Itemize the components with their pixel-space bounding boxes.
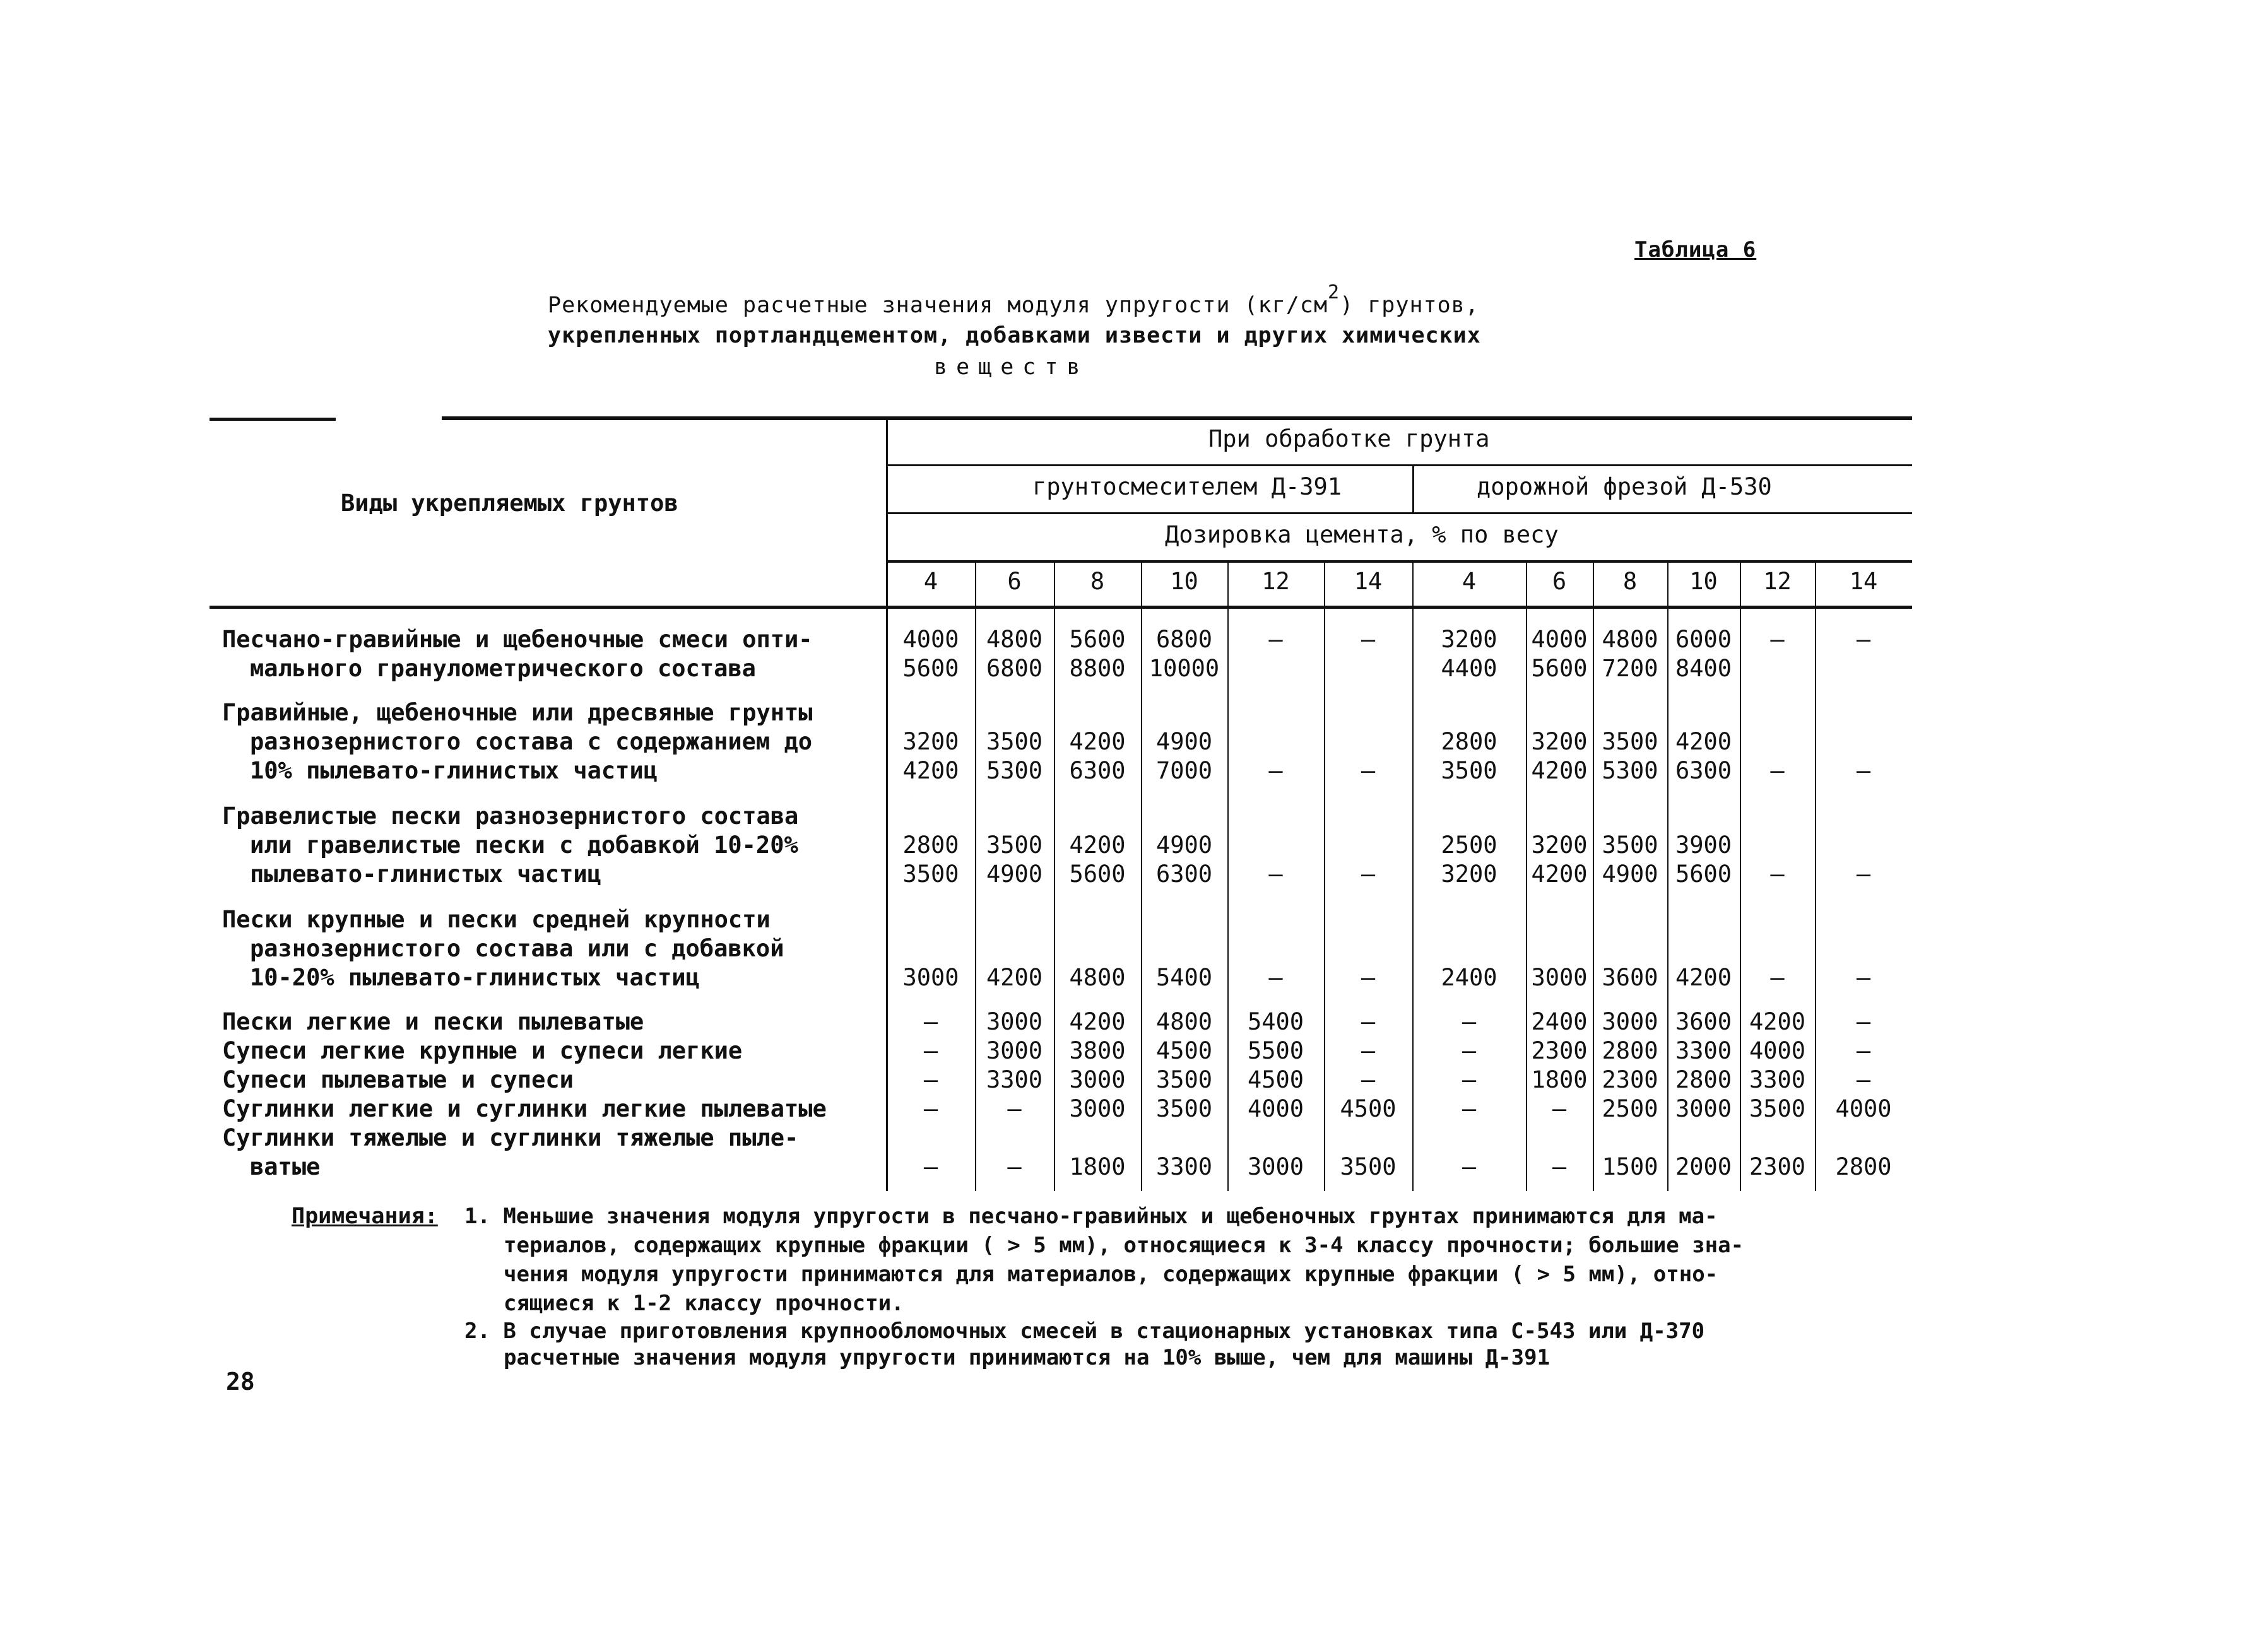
table-cell: 3300 (1675, 1037, 1732, 1064)
table-cell: – (1770, 626, 1785, 653)
table-cell: 2300 (1749, 1153, 1806, 1180)
table-cell: 3500 (986, 728, 1043, 755)
table-title-line-3: веществ (934, 355, 1089, 380)
table-cell: 5600 (1675, 861, 1732, 888)
dosage-cell: 6 (1007, 568, 1022, 595)
top-rule (442, 416, 1912, 420)
table-label: Таблица 6 (1634, 237, 1757, 262)
table-cell: – (1361, 757, 1376, 784)
table-cell: 2500 (1441, 831, 1497, 859)
row-label-line: Пески крупные и пески средней крупности (222, 906, 771, 933)
title-line-1-end: ) грунтов, (1340, 293, 1479, 318)
dosage-cell: 14 (1849, 568, 1878, 595)
table-cell: – (1361, 626, 1376, 653)
table-cell: 3500 (1602, 831, 1658, 859)
table-cell: 3500 (1155, 1066, 1213, 1093)
table-cell: 2300 (1602, 1066, 1658, 1093)
table-cell: – (1462, 1153, 1477, 1180)
table-cell: – (1856, 626, 1871, 653)
table-cell: 4200 (1675, 728, 1732, 755)
table-cell: 3500 (1602, 728, 1658, 755)
note-1-line-1: 1. Меньшие значения модуля упругости в песчано-гравийных и щебеночных грунтах принимаются для ма- (464, 1204, 1718, 1229)
table-cell: – (1268, 964, 1283, 991)
table-cell: 4000 (902, 626, 959, 653)
table-cell: 3200 (1441, 626, 1497, 653)
table-cell: 2800 (902, 831, 959, 859)
table-cell: – (1361, 964, 1376, 991)
table-cell: 5400 (1247, 1008, 1304, 1035)
table-title-line-1 (548, 281, 1479, 318)
table-cell: – (1856, 964, 1871, 991)
table-cell: 4200 (1531, 861, 1588, 888)
table-cell: – (1007, 1095, 1022, 1122)
table-cell: 4900 (1155, 728, 1213, 755)
table-cell: 3000 (902, 964, 959, 991)
row-label-line: пылевато-глинистых частиц (250, 861, 601, 888)
table-cell: 3300 (1155, 1153, 1213, 1180)
table-cell: – (1007, 1153, 1022, 1180)
table-cell: 7000 (1155, 757, 1213, 784)
table-cell: 3000 (1247, 1153, 1304, 1180)
table-cell: 3000 (986, 1008, 1043, 1035)
table-cell: 4900 (986, 861, 1043, 888)
table-cell: 3500 (902, 861, 959, 888)
table-cell: – (1462, 1095, 1477, 1122)
table-cell: 2300 (1531, 1037, 1588, 1064)
table-cell: 4500 (1340, 1095, 1397, 1122)
header-rule-dosage (887, 512, 1912, 514)
machine-divider (1412, 466, 1414, 514)
table-cell: – (1361, 1008, 1376, 1035)
table-cell: 3600 (1675, 1008, 1732, 1035)
table-cell: 5300 (1602, 757, 1658, 784)
table-cell: 4800 (1602, 626, 1658, 653)
row-label-line: Гравелистые пески разнозернистого состава (222, 802, 799, 830)
table-cell: 6000 (1675, 626, 1732, 653)
table-cell: 5600 (902, 655, 959, 682)
table-cell: 4000 (1531, 626, 1588, 653)
table-cell: 3500 (1155, 1095, 1213, 1122)
dosage-cell: 4 (1462, 568, 1477, 595)
table-cell: – (923, 1066, 938, 1093)
table-cell: 4200 (986, 964, 1043, 991)
table-cell: – (1361, 861, 1376, 888)
table-cell: 4200 (1531, 757, 1588, 784)
table-cell: 2400 (1531, 1008, 1588, 1035)
table-cell: 3000 (1069, 1066, 1126, 1093)
row-label-line: Супеси легкие крупные и супеси легкие (222, 1037, 743, 1064)
row-header: Виды укрепляемых грунтов (341, 490, 678, 517)
dosage-cell: 12 (1763, 568, 1792, 595)
table-cell: – (923, 1037, 938, 1064)
title-superscript: 2 (1328, 281, 1340, 303)
table-cell: 1800 (1069, 1153, 1126, 1180)
table-cell: 4400 (1441, 655, 1497, 682)
table-cell: 7200 (1602, 655, 1658, 682)
table-cell: 3200 (1531, 728, 1588, 755)
table-cell: 6300 (1675, 757, 1732, 784)
table-cell: 4000 (1835, 1095, 1892, 1122)
header-bottom-rule (210, 606, 1912, 609)
table-cell: 4200 (1069, 728, 1126, 755)
table-cell: 2500 (1602, 1095, 1658, 1122)
dosage-cell: 10 (1689, 568, 1718, 595)
table-cell: 3900 (1675, 831, 1732, 859)
table-cell: 3000 (986, 1037, 1043, 1064)
table-cell: 4200 (1069, 1008, 1126, 1035)
table-cell: – (1462, 1008, 1477, 1035)
table-cell: – (923, 1153, 938, 1180)
row-label-line: ватые (250, 1153, 321, 1180)
table-cell: 4900 (1602, 861, 1658, 888)
table-cell: 5600 (1069, 626, 1126, 653)
dosage-header: Дозировка цемента, % по весу (1165, 521, 1559, 548)
table-cell: 2800 (1835, 1153, 1892, 1180)
table-cell: 3000 (1675, 1095, 1732, 1122)
title-line-1-text: Рекомендуемые расчетные значения модуля упругости (кг/см (548, 293, 1328, 318)
note-2-line-1: 2. В случае приготовления крупнообломочных смесей в стационарных установках типа С-543 или Д-370 (464, 1319, 1705, 1344)
machine-2-header: дорожной фрезой Д-530 (1477, 473, 1772, 500)
row-label-line: мального гранулометрического состава (250, 655, 756, 682)
table-cell: 3500 (986, 831, 1043, 859)
table-cell: 6800 (986, 655, 1043, 682)
table-cell: 4000 (1247, 1095, 1304, 1122)
top-rule-left (210, 418, 336, 421)
row-label-line: Пески легкие и пески пылеватые (222, 1008, 644, 1035)
table-cell: 6800 (1155, 626, 1213, 653)
table-cell: 4800 (1069, 964, 1126, 991)
table-cell: 4200 (1749, 1008, 1806, 1035)
dosage-cell: 6 (1552, 568, 1567, 595)
header-rule-numbers (887, 560, 1912, 563)
table-cell: 2000 (1675, 1153, 1732, 1180)
table-cell: 5600 (1069, 861, 1126, 888)
table-cell: 5400 (1155, 964, 1213, 991)
dosage-cell: 10 (1170, 568, 1198, 595)
notes-label: Примечания: (292, 1204, 438, 1229)
dosage-cell: 14 (1354, 568, 1383, 595)
table-cell: 3500 (1340, 1153, 1397, 1180)
table-cell: 4200 (1675, 964, 1732, 991)
dosage-cell: 4 (923, 568, 938, 595)
table-cell: 3000 (1602, 1008, 1658, 1035)
table-cell: 3300 (986, 1066, 1043, 1093)
table-cell: 4900 (1155, 831, 1213, 859)
table-cell: – (1856, 1037, 1871, 1064)
header-rule-machines (887, 464, 1912, 466)
table-cell: 4800 (1155, 1008, 1213, 1035)
dosage-cell: 8 (1622, 568, 1638, 595)
table-cell: 4500 (1247, 1066, 1304, 1093)
dosage-cell: 12 (1261, 568, 1290, 595)
table-cell: 2800 (1441, 728, 1497, 755)
table-cell: – (1552, 1153, 1567, 1180)
table-cell: 3000 (1069, 1095, 1126, 1122)
table-cell: – (1268, 861, 1283, 888)
table-cell: – (1856, 757, 1871, 784)
table-cell: 3600 (1602, 964, 1658, 991)
note-1-line-2: териалов, содержащих крупные фракции ( > 5 мм), относящиеся к 3-4 классу прочности; большие зна- (504, 1233, 1744, 1258)
table-cell: – (1361, 1037, 1376, 1064)
table-cell: 6300 (1155, 861, 1213, 888)
row-label-line: разнозернистого состава или с добавкой (250, 935, 784, 962)
table-cell: 5500 (1247, 1037, 1304, 1064)
table-cell: – (1856, 1066, 1871, 1093)
table-cell: 5300 (986, 757, 1043, 784)
row-label-line: разнозернистого состава с содержанием до (250, 728, 813, 755)
table-cell: 6300 (1069, 757, 1126, 784)
table-cell: – (1770, 757, 1785, 784)
table-cell: 4800 (986, 626, 1043, 653)
table-cell: – (1856, 861, 1871, 888)
table-cell: – (1462, 1037, 1477, 1064)
table-cell: 3200 (902, 728, 959, 755)
table-cell: – (923, 1095, 938, 1122)
table-cell: 3200 (1531, 831, 1588, 859)
table-cell: – (1268, 626, 1283, 653)
table-cell: 4200 (1069, 831, 1126, 859)
table-cell: 2800 (1602, 1037, 1658, 1064)
processing-header: При обработке грунта (1208, 425, 1490, 452)
table-cell: 3800 (1069, 1037, 1126, 1064)
table-cell: – (1770, 964, 1785, 991)
table-cell: – (1268, 757, 1283, 784)
table-cell: 3500 (1441, 757, 1497, 784)
table-cell: 1800 (1531, 1066, 1588, 1093)
table-cell: 5600 (1531, 655, 1588, 682)
note-1-line-3: чения модуля упругости принимаются для материалов, содержащих крупные фракции ( > 5 мм), отно- (504, 1262, 1718, 1287)
note-1-line-4: сящиеся к 1-2 классу прочности. (504, 1291, 904, 1316)
table-cell: – (923, 1008, 938, 1035)
table-cell: 3300 (1749, 1066, 1806, 1093)
page-number: 28 (226, 1368, 255, 1395)
table-cell: 4000 (1749, 1037, 1806, 1064)
table-title-line-2: укрепленных портландцементом, добавками извести и других химических (548, 323, 1481, 348)
table-cell: 2400 (1441, 964, 1497, 991)
row-label-line: Суглинки легкие и суглинки легкие пылеватые (222, 1095, 827, 1122)
row-label-line: или гравелистые пески с добавкой 10-20% (250, 831, 798, 859)
table-cell: 2800 (1675, 1066, 1732, 1093)
table-cell: 1500 (1602, 1153, 1658, 1180)
table-cell: – (1361, 1066, 1376, 1093)
table-cell: 3200 (1441, 861, 1497, 888)
note-2-line-2: расчетные значения модуля упругости принимаются на 10% выше, чем для машины Д-391 (504, 1345, 1550, 1370)
row-label-line: Суглинки тяжелые и суглинки тяжелые пыле- (222, 1124, 799, 1151)
table-cell: 10000 (1149, 655, 1220, 682)
table-cell: 4200 (902, 757, 959, 784)
machine-1-header: грунтосмесителем Д-391 (1032, 473, 1342, 500)
table-cell: 3500 (1749, 1095, 1806, 1122)
row-label-line: Супеси пылеватые и супеси (222, 1066, 574, 1093)
row-label-line: 10-20% пылевато-глинистых частиц (250, 964, 700, 991)
table-cell: – (1552, 1095, 1567, 1122)
table-cell: 3000 (1531, 964, 1588, 991)
table-cell: 8400 (1675, 655, 1732, 682)
table-cell: 4500 (1155, 1037, 1213, 1064)
table-cell: – (1462, 1066, 1477, 1093)
table-cell: – (1770, 861, 1785, 888)
row-label-line: Гравийные, щебеночные или дресвяные грунты (222, 699, 813, 726)
row-label-line: 10% пылевато-глинистых частиц (250, 757, 658, 784)
table-cell: – (1856, 1008, 1871, 1035)
row-label-line: Песчано-гравийные и щебеночные смеси опти- (222, 626, 813, 653)
dosage-cell: 8 (1090, 568, 1105, 595)
table-cell: 8800 (1069, 655, 1126, 682)
